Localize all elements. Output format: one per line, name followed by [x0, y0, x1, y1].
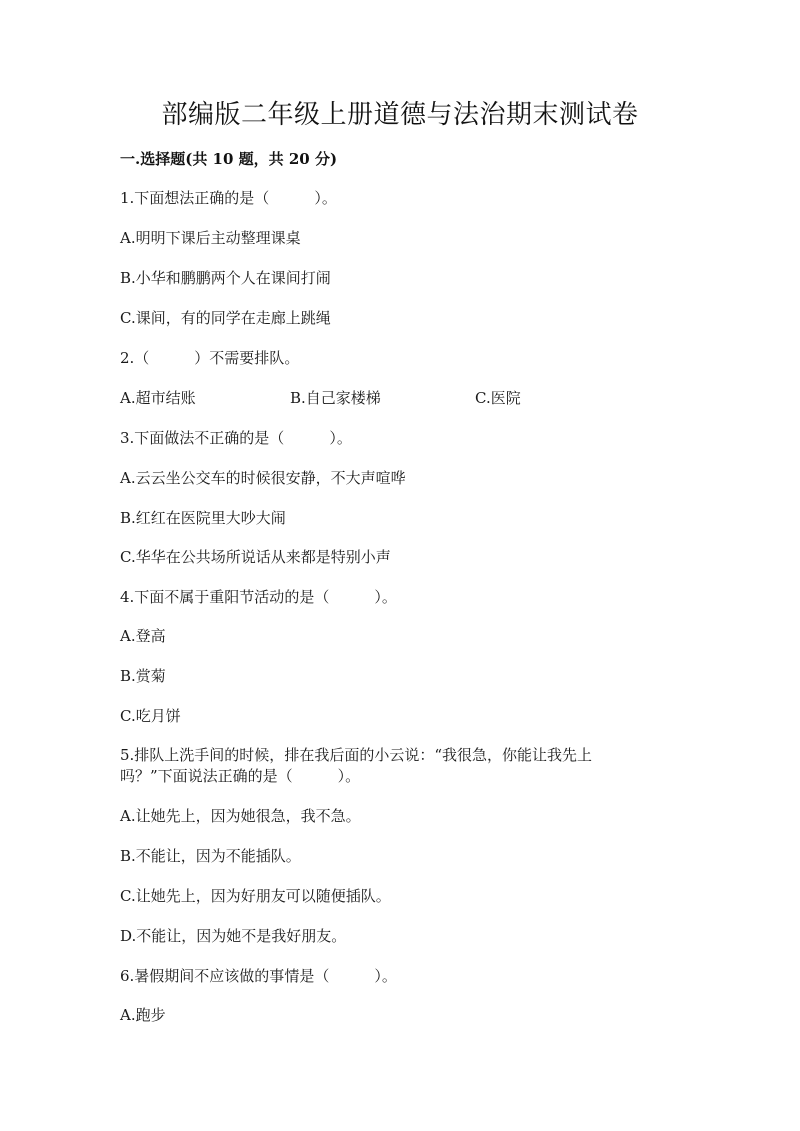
question-5-stem-line-2: 吗？”下面说法正确的是（ ）。	[120, 767, 361, 785]
question-2-stem: 2.（ ）不需要排队。	[120, 349, 300, 367]
question-5-stem-line-1: 5.排队上洗手间的时候，排在我后面的小云说：“我很急，你能让我先上	[120, 746, 592, 764]
question-1-option-b: B.小华和鹏鹏两个人在课间打闹	[120, 269, 331, 287]
question-5-option-c: C.让她先上，因为好朋友可以随便插队。	[120, 887, 391, 905]
question-4-option-c: C.吃月饼	[120, 707, 181, 725]
question-2-option-c: C.医院	[475, 389, 521, 407]
question-5-option-a: A.让她先上，因为她很急，我不急。	[120, 807, 361, 825]
question-2-option-a: A.超市结账	[120, 389, 196, 407]
question-3-option-c: C.华华在公共场所说话从来都是特别小声	[120, 548, 391, 566]
question-5-option-b: B.不能让，因为不能插队。	[120, 847, 301, 865]
question-5-option-d: D.不能让，因为她不是我好朋友。	[120, 927, 347, 945]
question-1-option-a: A.明明下课后主动整理课桌	[120, 229, 301, 247]
question-6-stem: 6.暑假期间不应该做的事情是（ ）。	[120, 967, 397, 985]
question-1-option-c: C.课间，有的同学在走廊上跳绳	[120, 309, 331, 327]
exam-title: 部编版二年级上册道德与法治期末测试卷	[161, 100, 639, 130]
question-3-option-a: A.云云坐公交车的时候很安静，不大声喧哗	[120, 469, 406, 487]
question-2-option-b: B.自己家楼梯	[290, 389, 381, 407]
question-3-stem: 3.下面做法不正确的是（ ）。	[120, 429, 352, 447]
question-4-stem: 4.下面不属于重阳节活动的是（ ）。	[120, 588, 397, 606]
question-6-option-a: A.跑步	[120, 1006, 166, 1024]
question-4-option-b: B.赏菊	[120, 667, 166, 685]
question-1-stem: 1.下面想法正确的是（ ）。	[120, 189, 337, 207]
section-heading: 一.选择题(共 10 题，共 20 分)	[120, 150, 338, 168]
question-4-option-a: A.登高	[120, 627, 166, 645]
question-3-option-b: B.红红在医院里大吵大闹	[120, 509, 286, 527]
